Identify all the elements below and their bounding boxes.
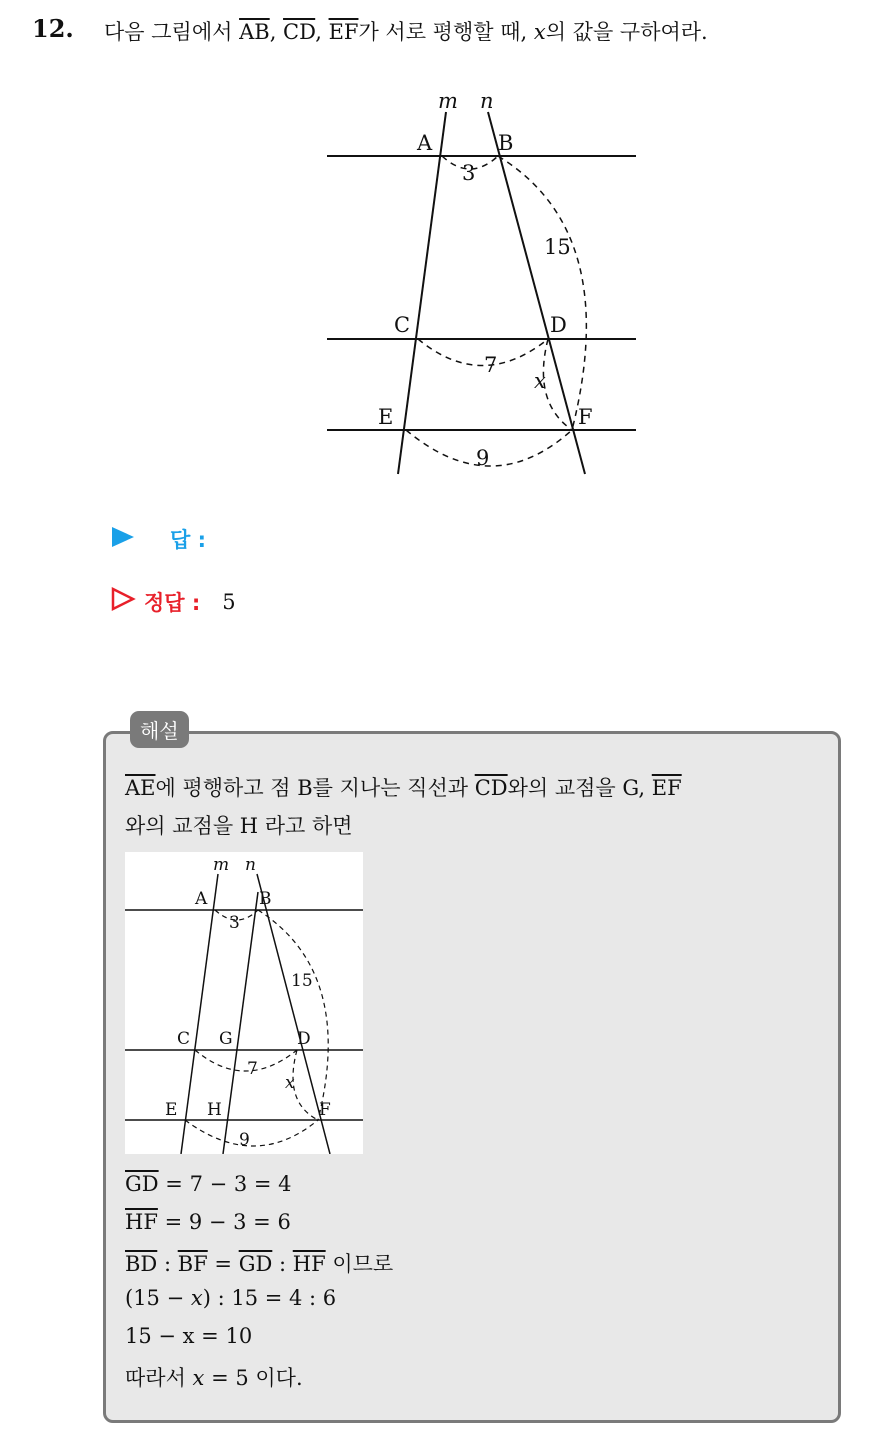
value-3: 3 (229, 913, 240, 933)
value-7: 7 (247, 1059, 258, 1079)
equation-2 (125, 1210, 291, 1234)
colon: : (157, 1252, 178, 1276)
value-9: 9 (476, 446, 490, 470)
value-x: x (534, 369, 546, 393)
segment-hf: $\overline{HF}$ (125, 1210, 158, 1234)
arc-x (543, 339, 572, 430)
value-15: 15 (291, 971, 313, 991)
segment-bf: $\overline{BF}$ (177, 1252, 208, 1276)
solution-text: 와의 교점을 G, (507, 776, 652, 800)
arc-9 (185, 1120, 318, 1146)
segment-gd: $\overline{GD}$ (125, 1172, 159, 1196)
label-a: A (417, 131, 433, 155)
question-mid: 가 서로 평행할 때, (358, 20, 534, 44)
equation-part: = 5 이다. (204, 1366, 303, 1390)
sep: , (269, 20, 284, 44)
equation-6 (125, 1362, 303, 1392)
label-b: B (259, 889, 272, 909)
sep: , (315, 20, 329, 44)
play-outline-icon (110, 586, 136, 617)
equation-5: 15 − x = 10 (125, 1324, 253, 1348)
equation-3 (125, 1248, 393, 1278)
label-d: D (297, 1029, 311, 1049)
variable-x: x (192, 1366, 205, 1390)
colon: : (272, 1252, 293, 1276)
arc-7 (418, 339, 548, 366)
solution-text: 에 평행하고 점 B를 지나는 직선과 (155, 776, 475, 800)
segment-cd: $\overline{CD}$ (283, 20, 316, 44)
label-m: m (438, 89, 458, 113)
solution-line-2: 와의 교점을 H 라고 하면 (125, 814, 353, 838)
answer-label: 답 : (170, 528, 206, 552)
equation-1 (125, 1172, 292, 1196)
equation-rest: = 7 − 3 = 4 (158, 1172, 292, 1196)
solution-figure (125, 852, 363, 1154)
correct-answer-row (110, 586, 236, 617)
label-f: F (319, 1100, 331, 1120)
question-suffix: 의 값을 구하여라. (545, 20, 708, 44)
label-f: F (578, 405, 593, 429)
solution-tag: 해설 (130, 711, 189, 748)
parallel-lines-figure (322, 82, 642, 482)
correct-value: 5 (222, 589, 236, 614)
variable-x: x (190, 1286, 203, 1310)
segment-ae: $\overline{AE}$ (125, 776, 156, 800)
label-c: C (394, 313, 411, 337)
segment-gd: $\overline{GD}$ (238, 1252, 273, 1276)
value-15: 15 (544, 235, 571, 259)
label-e: E (378, 405, 394, 429)
question-prefix: 다음 그림에서 (104, 20, 240, 44)
line-n (488, 112, 585, 474)
question-text (104, 16, 708, 46)
value-x: x (285, 1073, 295, 1093)
correct-label: 정답 : (144, 590, 201, 615)
label-e: E (165, 1100, 178, 1120)
label-n: n (480, 89, 494, 113)
label-n: n (245, 855, 256, 875)
value-7: 7 (484, 353, 498, 377)
label-a: A (195, 889, 208, 909)
value-3: 3 (462, 161, 476, 185)
equation-4 (125, 1286, 336, 1310)
equation-part: 따라서 (125, 1366, 193, 1390)
play-icon (110, 525, 136, 554)
variable-x: x (533, 20, 546, 44)
label-g: G (219, 1029, 233, 1049)
solution-line-1 (125, 772, 682, 802)
segment-cd: $\overline{CD}$ (474, 776, 508, 800)
equals: = (207, 1252, 239, 1276)
answer-row (110, 524, 206, 554)
segment-ab: $\overline{AB}$ (239, 20, 270, 44)
equation-part: ) : 15 = 4 : 6 (202, 1286, 337, 1310)
segment-hf: $\overline{HF}$ (292, 1252, 326, 1276)
label-c: C (177, 1029, 191, 1049)
question-number: 12. (32, 14, 74, 43)
segment-ef: $\overline{EF}$ (328, 20, 359, 44)
label-b: B (498, 131, 514, 155)
equation-rest: = 9 − 3 = 6 (157, 1210, 291, 1234)
equation-part: (15 − (125, 1286, 191, 1310)
value-9: 9 (239, 1130, 250, 1150)
equation-rest: 이므로 (325, 1252, 394, 1276)
line-m (398, 112, 446, 474)
label-m: m (213, 855, 230, 875)
label-h: H (207, 1100, 222, 1120)
segment-bd: $\overline{BD}$ (125, 1252, 158, 1276)
arc-7 (195, 1050, 297, 1071)
segment-ef: $\overline{EF}$ (651, 776, 682, 800)
label-d: D (550, 313, 567, 337)
